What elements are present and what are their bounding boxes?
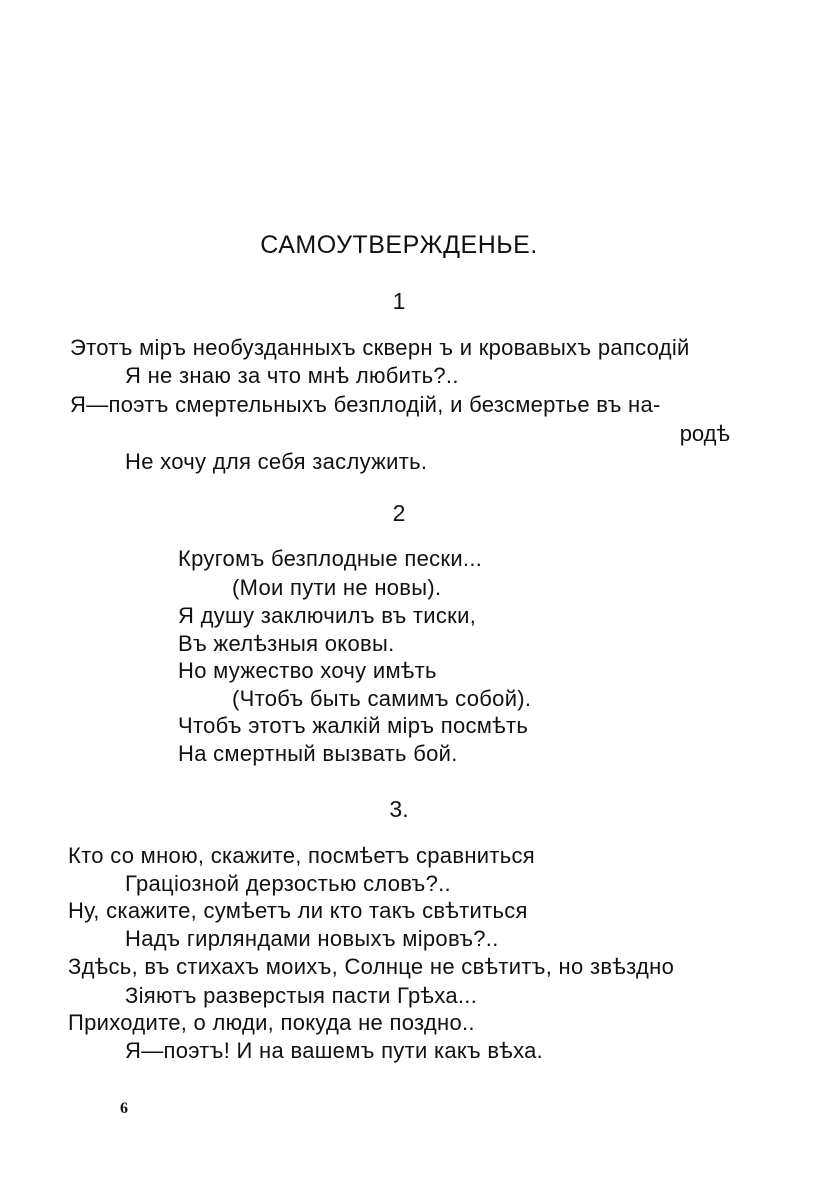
stanza-1-number: 1 [392, 288, 406, 314]
stanza-2-line-8: На смертный вызвать бой. [178, 741, 458, 766]
stanza-2-number: 2 [392, 500, 406, 526]
stanza-2-line-1: Кругомъ безплодные пески... [178, 546, 483, 571]
poem-title: САМОУТВЕРЖДЕНЬЕ. [260, 231, 538, 259]
stanza-1-line-3-continuation: родѣ [679, 421, 730, 446]
stanza-1-line-4: Не хочу для себя заслужить. [125, 449, 428, 474]
stanza-3-line-3: Ну, скажите, сумѣетъ ли кто такъ свѣтиться [68, 898, 528, 923]
stanza-1-line-3: Я—поэтъ смертельныхъ безплодій, и безсмертье въ на- [70, 392, 661, 417]
stanza-2-line-3: Я душу заключилъ въ тиски, [178, 603, 477, 628]
page-number: 6 [120, 1100, 128, 1117]
stanza-3-line-8: Я—поэтъ! И на вашемъ пути какъ вѣха. [125, 1038, 544, 1063]
stanza-1-line-1: Этотъ міръ необузданныхъ скверн ъ и кровавыхъ рапсодій [70, 335, 690, 360]
stanza-2-line-5: Но мужество хочу имѣть [178, 658, 437, 683]
stanza-3-number: 3. [389, 796, 409, 822]
stanza-2-line-2: (Мои пути не новы). [232, 575, 442, 600]
stanza-3-line-5: Здѣсь, въ стихахъ моихъ, Солнце не свѣтитъ, но звѣздно [68, 954, 675, 979]
stanza-1-line-2: Я не знаю за что мнѣ любить?.. [125, 363, 459, 388]
stanza-2-line-6: (Чтобъ быть самимъ собой). [232, 686, 532, 711]
stanza-3-line-4: Надъ гирляндами новыхъ міровъ?.. [125, 926, 499, 951]
stanza-2-line-4: Въ желѣзныя оковы. [178, 631, 395, 656]
stanza-3-line-6: Зіяютъ разверстыя пасти Грѣха... [125, 983, 478, 1008]
stanza-3-line-2: Граціозной дерзостью словъ?.. [125, 871, 451, 896]
stanza-3-line-1: Кто со мною, скажите, посмѣетъ сравниться [68, 843, 536, 868]
stanza-2-line-7: Чтобъ этотъ жалкій міръ посмѣть [178, 713, 529, 738]
stanza-3-line-7: Приходите, о люди, покуда не поздно.. [68, 1010, 475, 1035]
